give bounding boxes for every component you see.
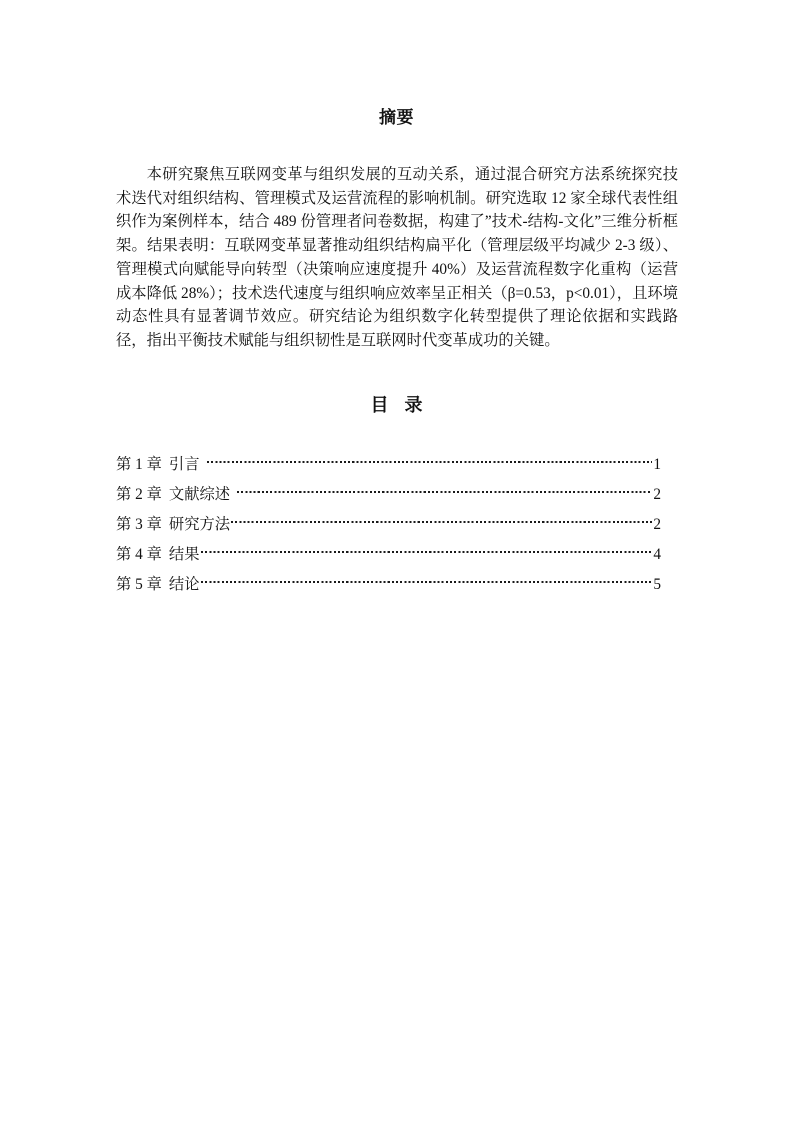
toc-entry-label: 结论 [168,576,200,593]
toc-entry-leader [231,514,652,529]
toc-entry-chapter: 第 2 章 [116,486,162,503]
toc-heading-char-2: 录 [404,395,423,416]
toc-entry-label: 引言 [168,456,200,473]
toc-entry-page-number: 4 [653,546,661,563]
toc-entry[interactable] [116,480,661,510]
toc-entry[interactable] [116,450,661,480]
toc-entry-leader [201,544,653,559]
toc-entry-chapter: 第 4 章 [116,546,162,563]
toc-heading-char-1: 目 [370,395,389,416]
toc-entry[interactable] [116,540,661,570]
abstract-paragraph: 本研究聚焦互联网变革与组织发展的互动关系，通过混合研究方法系统探究技术迭代对组织结构、管理模式及运营流程的影响机制。研究选取 12 家全球代表性组织作为案例样本，结合 489 份管理者问卷数据，构建了”技术-结构-文化”三维分析框架。结果表明：互联网变革显著推动组织结构扁平化（管理层级平均减少 2-3 级）、管理模式向赋能导向转型（决策响应速度提升 40%）及运营流程数字化重构（运营成本降低 28%）；技术迭代速度与组织响应效率呈正相关（β=0.53，p<0.01），且环境动态性具有显著调节效应。研究结论为组织数字化转型提供了理论依据和实践路径，指出平衡技术赋能与组织韧性是互联网时代变革成功的关键。 [116,166,678,349]
toc-entry-page-number: 2 [653,516,661,533]
toc-entry-page-number: 1 [653,456,661,473]
abstract-heading: 摘要 [379,108,414,128]
toc-entry-leader [201,574,653,589]
toc-entry-page-number: 5 [653,576,661,593]
toc-entry-leader [207,454,653,469]
toc-list [116,450,661,600]
toc-heading [0,391,793,417]
toc-entry-label: 研究方法 [168,516,231,533]
toc-entry[interactable] [116,570,661,600]
toc-entry[interactable] [116,510,661,540]
toc-entry-chapter: 第 5 章 [116,576,162,593]
toc-entry-label: 结果 [168,546,200,563]
toc-entry-chapter: 第 3 章 [116,516,162,533]
toc-entry-page-number: 2 [653,486,661,503]
toc-entry-chapter: 第 1 章 [116,456,162,473]
toc-entry-leader [237,484,652,499]
toc-entry-label: 文献综述 [168,486,231,503]
